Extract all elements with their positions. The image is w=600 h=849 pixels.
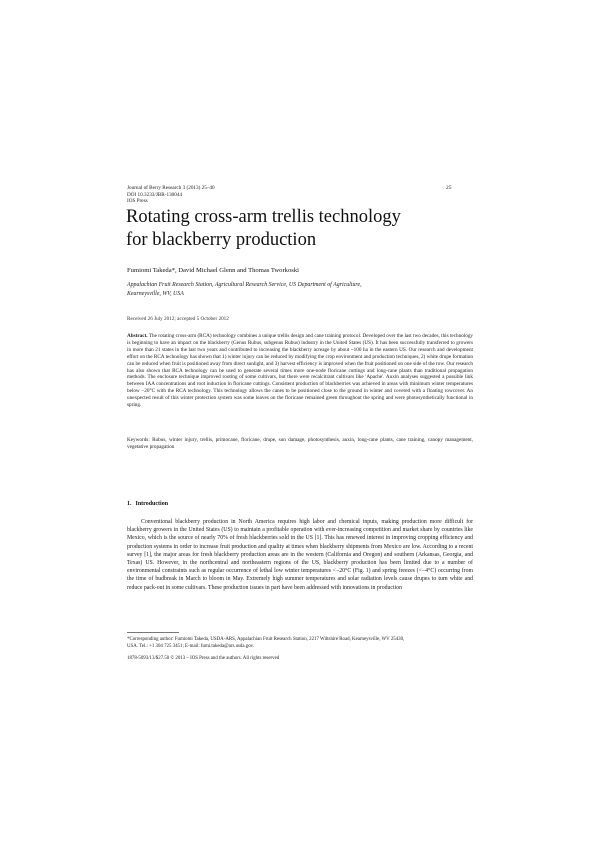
introduction-paragraph: Conventional blackberry production in North America requires high labor and chemical inputs, making production more difficult for blackberry growers in the United States (US) to maintain a profitable operation with ever-increasing competition and market share by countries like Mexico, which is the source of nearly 70% of fresh blackberries sold in the US [1]. This has renewed interest in improving cropping efficiency and production systems in order to increase fruit production and quality at times when blackberry shipments from Mexico are low. According to a recent survey [1], the major areas for fresh blackberry production areas are in the western (California and Oregon) and southern (Arkansas, Georgia, and Texas) US. However, in the northcentral and northeastern regions of the US, blackberry production has been limited due to a number of environmental constraints such as regular occurrence of lethal low winter temperatures <−20°C (Fig. 1) and spring freezes (<−4°C) occurring from the time of budbreak in March to bloom in May. Extremely high summer temperatures and solar radiation levels cause drupes to turn white and reduce pack-out in some cultivars. These production issues in part have been addressed with innovations in production — [127, 519, 473, 591]
abstract-label: Abstract. — [127, 333, 148, 339]
footnote-rule — [127, 632, 179, 633]
journal-publisher: IOS Press — [127, 198, 148, 205]
affiliation-line1: Appalachian Fruit Research Station, Agricultural Research Service, US Department of Agriculture, — [127, 282, 362, 288]
copyright-notice: 1878-5093/13/$27.50 © 2013 – IOS Press and the authors. All rights reserved — [127, 656, 280, 661]
journal-citation: Journal of Berry Research 3 (2013) 25–40 — [127, 185, 215, 191]
section-number: 1. — [127, 501, 132, 507]
affiliation-line2: Kearneysville, WV, USA — [127, 290, 184, 297]
keywords-text: Rubus, winter injury, trellis, primocane, floricane, drupe, sun damage, photosynthesis, auxin, long-cane plants, cane training, canopy management, vegetative propagation — [127, 437, 473, 450]
page-number: 25 — [446, 185, 452, 191]
footnote-line1: *Corresponding author: Fumiomi Takeda, USDA-ARS, Appalachian Fruit Research Station, 2217 Wiltshire Road, Kearneysville, WV 25430, — [127, 637, 405, 642]
corresponding-author-footnote — [127, 636, 473, 650]
abstract-text: The rotating cross-arm (RCA) technology combines a unique trellis design and cane training protocol. Developed over the last two decades, this technology is beginning to have an impact on the blackberry (Genus Rubus, subgenus Rubus) industry in the United States (US). It has been successfully transferred to growers in more than 21 states in the last two years and contributed to increasing the blackberry acreage by about ~100 ha in the eastern US. Our research and development effort on the RCA technology has shown that 1) winter injury can be reduced by modifying the crop environment and production techniques, 2) white drupe formation can be reduced when fruit is positioned away from direct sunlight, and 3) harvest efficiency is improved when the fruit positioned on one side of the row. Our research has also shown that RCA technology can be used to generate several times more one-node floricane cuttings and long-cane plants than traditional propagation methods. The enclosure technique improved rooting of some cultivars, but there were recalcitrant cultivars like 'Apache'. Auxin analyses suggested a possible link between IAA concentrations and root induction in floricane cuttings. Consistent production of blackberries was achieved in areas with minimum winter temperatures below −20°C with the RCA technology. This technology allows the canes to be positioned close to the ground in winter and covered with a floating rowcover. An unexpected result of this winter protection system was some leaves on the floricane remained green throughout the spring and were photosynthetically functional in spring. — [127, 333, 474, 409]
keywords-label: Keywords: — [127, 437, 150, 443]
keywords — [127, 437, 473, 451]
section-heading — [127, 501, 168, 507]
article-title-line1: Rotating cross-arm trellis technology — [126, 207, 401, 227]
author-list: Fumiomi Takeda*, David Michael Glenn and Thomas Tworkoski — [127, 267, 299, 274]
section-title: Introduction — [135, 501, 169, 507]
journal-doi: DOI 10.3233/JBR-130044 — [127, 191, 183, 198]
article-title-line2: for blackberry production — [126, 230, 317, 250]
footnote-line2: USA. Tel.: +1 304 725 3451; E-mail: fumi.takeda@ars.usda.gov. — [127, 644, 254, 649]
author-affiliation — [127, 281, 477, 298]
abstract — [127, 333, 473, 409]
journal-header — [127, 185, 215, 205]
received-dates: Received 26 July 2012; accepted 5 October 2012 — [127, 316, 229, 322]
article-title — [126, 206, 486, 252]
